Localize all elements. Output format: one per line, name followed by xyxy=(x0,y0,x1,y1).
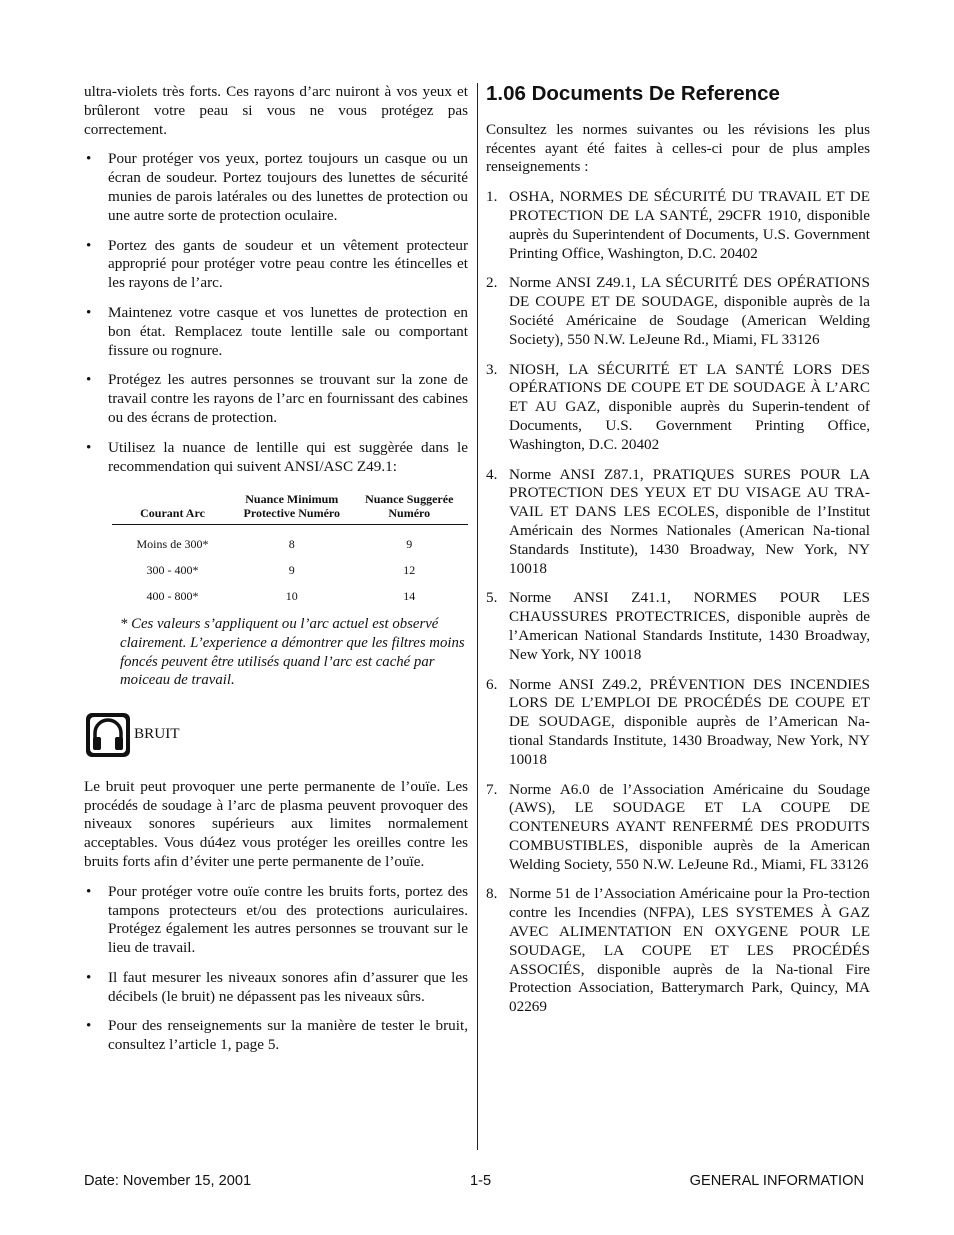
right-column xyxy=(486,83,870,1017)
table-cell: 8 xyxy=(288,537,295,552)
item-text: Norme ANSI Z49.1, LA SÉCURITÉ DES OPÉRATIONS DE COUPE ET DE SOUDAGE, disponible auprès de la Société Américaine de Soudage (American Welding Society), 550 N.W. LeJeune Rd., Miami, FL 33126 xyxy=(509,274,870,348)
table-cell: 10 xyxy=(285,589,298,604)
table-cell: Moins de 300* xyxy=(136,537,209,552)
list-item xyxy=(486,188,870,263)
list-item: • Utilisez la nuance de lentille qui est suggèrée dans le recommendation qui suivent ANSI/ASC Z49.1: xyxy=(84,439,468,477)
list-item: • Il faut mesurer les niveaux sonores afin d’assurer que les décibels (le bruit) ne dépassent pas les niveaux sûrs. xyxy=(84,969,468,1007)
list-item xyxy=(486,676,870,770)
table-cell: 14 xyxy=(403,589,416,604)
list-item: • Protégez les autres personnes se trouvant sur la zone de travail contre les rayons de l’arc en fournissant des cabines ou des écrans de protection. xyxy=(84,371,468,427)
list-item: • Pour des renseignements sur la manière de tester le bruit, consultez l’article 1, page 5. xyxy=(84,1017,468,1055)
list-item xyxy=(486,466,870,579)
list-item xyxy=(486,361,870,455)
item-text: Norme A6.0 de l’Association Américaine du Soudage (AWS), LE SOUDAGE ET LA COUPE DE CONTENEURS AYANT RENFERMÉ DES PRODUITS COMBUSTIBLES, disponible auprès de la American Welding Society, 550 N.W. LeJeune Rd., Miami, FL 33126 xyxy=(509,780,870,873)
table-row xyxy=(112,577,468,603)
item-text: OSHA, NORMES DE SÉCURITÉ DU TRAVAIL ET DE PROTECTION DE LA SANTÉ, 29CFR 1910, disponible auprès du Superintendent of Documents, U.S. Government Printing Office, Washington, D.C. 20402 xyxy=(509,188,870,262)
intro-paragraph: ultra-violets très forts. Ces rayons d’arc nuiront à vos yeux et brûleront votre peau si vous ne vous protégez pas correctement. xyxy=(84,83,468,138)
item-number: 6. xyxy=(486,675,498,693)
noise-protection-list xyxy=(84,883,468,1055)
list-item xyxy=(486,885,870,1017)
column-header: Courant Arc xyxy=(112,492,233,525)
footer-section-title: GENERAL INFORMATION xyxy=(689,1173,864,1189)
reference-list xyxy=(486,188,870,1017)
item-number: 8. xyxy=(486,885,498,903)
lens-shade-table xyxy=(112,492,468,603)
list-item xyxy=(486,589,870,664)
list-item: • Pour protéger votre ouïe contre les bruits forts, portez des tampons protecteurs et/ou des protections auriculaires. Protégez également les autres personnes se trouvant sur le lieu de travail. xyxy=(84,883,468,958)
table-row xyxy=(112,525,468,552)
item-text: Norme ANSI Z87.1, PRATIQUES SURES POUR LA PROTECTION DES YEUX ET DU VISAGE AU TRA-VAIL ET DANS LES ECOLES, disponible de l’Institut Américain des Normes Nationales (American Na-tional Standards Institute), 1430 Broadway, New York, NY 10018 xyxy=(509,465,870,577)
left-column xyxy=(84,83,468,1055)
footer-date: Date: November 15, 2001 xyxy=(84,1173,252,1189)
table-footnote: * Ces valeurs s’appliquent ou l’arc actuel est observé clairement. L’experience a démontrer que les filtres moins foncés peuvent être utilisés quand l’arc est caché par moiceau de travail. xyxy=(120,616,465,689)
item-number: 1. xyxy=(486,188,498,206)
references-intro: Consultez les normes suivantes ou les révisions les plus récentes ayant été faites à celles-ci pour de plus amples renseignements : xyxy=(486,120,870,176)
table-row xyxy=(112,551,468,577)
noise-section-header xyxy=(84,711,468,759)
item-number: 2. xyxy=(486,274,498,292)
list-item: • Portez des gants de soudeur et un vêtement protecteur approprié pour protéger votre peau contre les étincelles et les rayons de l’arc. xyxy=(84,237,468,293)
table-cell: 12 xyxy=(403,563,416,578)
table-header-row xyxy=(112,492,468,525)
noise-heading: BRUIT xyxy=(134,725,180,743)
list-item xyxy=(486,781,870,875)
column-header: Nuance Minimum Protective Numéro xyxy=(233,492,350,525)
item-number: 4. xyxy=(486,465,498,483)
section-heading: 1.06 Documents De Reference xyxy=(486,82,780,105)
item-number: 5. xyxy=(486,589,498,607)
column-divider xyxy=(477,83,478,1150)
item-text: Norme ANSI Z41.1, NORMES POUR LES CHAUSSURES PROTECTRICES, disponible auprès de l’American National Standards Institute, 1430 Broadway, New York, NY 10018 xyxy=(509,589,870,663)
table-cell: 9 xyxy=(406,537,413,552)
table-cell: 400 - 800* xyxy=(146,589,199,604)
footer-page-number: 1-5 xyxy=(470,1173,492,1189)
noise-paragraph: Le bruit peut provoquer une perte permanente de l’ouïe. Les procédés de soudage à l’arc de plasma peuvent provoquer des niveaux sonores supérieurs aux limites normalement acceptables. Vous dú4ez vous protéger les oreilles contre les bruits forts afin d’éviter une perte permanente de l’ouïe. xyxy=(84,777,468,870)
item-number: 3. xyxy=(486,360,498,378)
item-text: Norme 51 de l’Association Américaine pour la Pro-tection contre les Incendies (NFPA), LES SYSTEMES À GAZ AVEC ALIMENTATION EN OXYGENE POUR LE SOUDAGE, LA COUPE ET LES PROCÉDÉS ASSOCIÉS, disponible auprès de la Na-tional Fire Protection Association, Batterymarch Park, Quincy, MA 02269 xyxy=(509,885,870,1016)
list-item xyxy=(486,274,870,349)
list-item: • Maintenez votre casque et vos lunettes de protection en bon état. Remplacez toute lentille sale ou comportant fissure ou rognure. xyxy=(84,304,468,360)
table-cell: 9 xyxy=(288,563,295,578)
item-text: NIOSH, LA SÉCURITÉ ET LA SANTÉ LORS DES OPÉRATIONS DE COUPE ET DE SOUDAGE À L’ARC ET AU GAZ, disponible auprès du Superin-tendent of Documents, U.S. Government Printing Office, Washington, D.C. 20402 xyxy=(509,360,870,453)
list-item: • Pour protéger vos yeux, portez toujours un casque ou un écran de soudeur. Portez toujours des lunettes de sécurité munies de parois latérales ou des lunettes de protection ou une autre sorte de protection oculaire. xyxy=(84,150,468,225)
column-header: Nuance Suggerée Numéro xyxy=(351,492,469,525)
table-cell: 300 - 400* xyxy=(146,563,199,578)
headphones-icon xyxy=(84,711,132,759)
item-text: Norme ANSI Z49.2, PRÉVENTION DES INCENDIES LORS DE L’EMPLOI DE PROCÉDÉS DE COUPE ET DE SOUDAGE, disponible auprès de l’American Na-tional Standards Institute, 1430 Broadway, New York, NY 10018 xyxy=(509,675,870,768)
item-number: 7. xyxy=(486,780,498,798)
eye-protection-list xyxy=(84,150,468,476)
